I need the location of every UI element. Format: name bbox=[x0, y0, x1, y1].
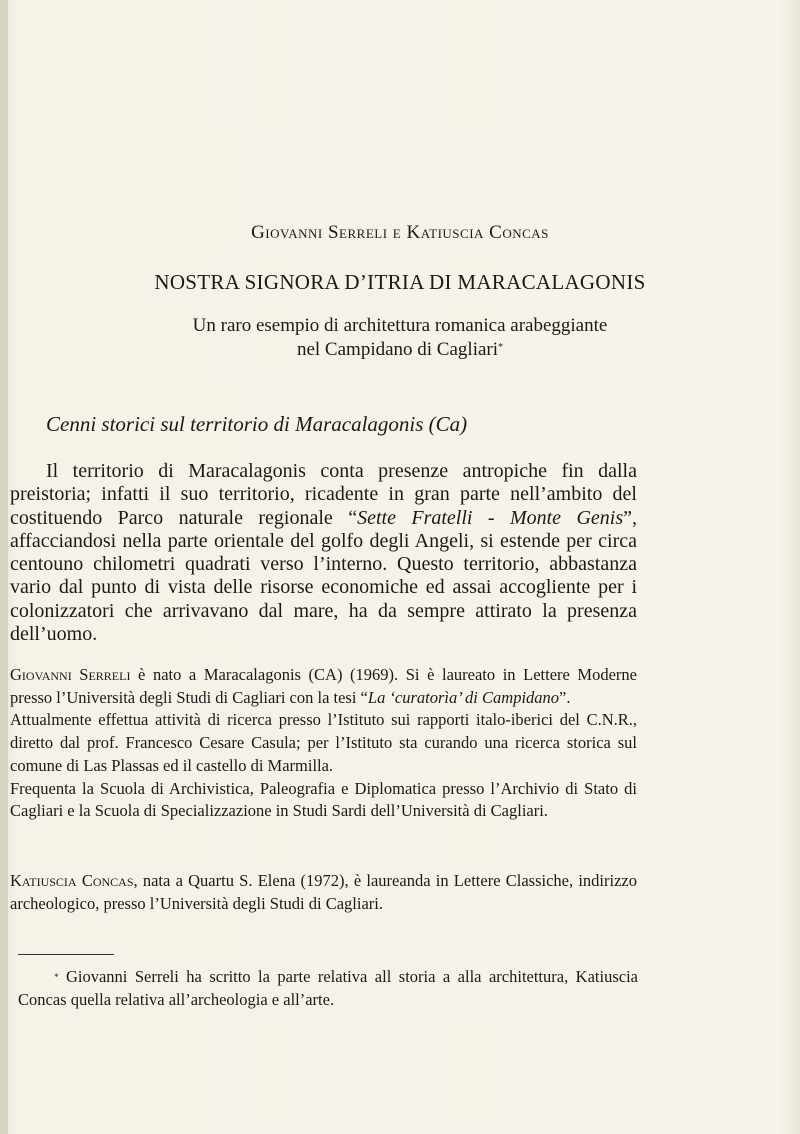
subtitle-line-1: Un raro esempio di architettura romanica arabeggiante bbox=[192, 315, 608, 336]
footnote-symbol: * bbox=[54, 972, 59, 982]
thesis-title: La ‘curatorìa’ di Campidano bbox=[367, 687, 560, 707]
bio-text-serreli-research: Attualmente effettua attività di ricerca presso l’Istituto sui rapporti italo-iberici del C.N.R., diretto dal prof. Francesco Cesare Casula; per l’Istituto sta curando una ricerca storica sul comune di Las Plassas ed il castello di Marmilla. bbox=[10, 710, 637, 775]
body-paragraph bbox=[10, 460, 637, 646]
author-names: Giovanni Serreli e Katiuscia Concas bbox=[251, 222, 549, 243]
bio-name-serreli: Giovanni Serreli bbox=[10, 665, 131, 684]
article-subtitle bbox=[0, 314, 800, 362]
footnote-divider bbox=[18, 954, 114, 955]
section-heading: Cenni storici sul territorio di Maracalagonis (Ca) bbox=[46, 412, 468, 436]
author-bio-concas bbox=[10, 870, 637, 915]
footnote-text: Giovanni Serreli ha scritto la parte relativa all storia a alla architettura, Katiuscia Concas quella relativa all’archeologia e all’arte. bbox=[18, 967, 638, 1009]
body-text-part-1: Il territorio di Maracalagonis conta presenze antropiche fin dalla preistoria; infatti il suo territorio, ricadente in gran parte nell’ambito del costituendo Parco naturale regionale “ bbox=[10, 460, 637, 529]
bio-text-concas: , nata a Quartu S. Elena (1972), è laureanda in Lettere Classiche, indirizzo archeologico, presso l’Università degli Studi di Cagliari. bbox=[10, 871, 637, 913]
subtitle-line-2 bbox=[0, 338, 800, 362]
author-bio-serreli bbox=[10, 664, 637, 823]
footnote bbox=[18, 966, 638, 1011]
body-text-part-2: ”, affacciandosi nella parte orientale del golfo degli Angeli, si estende per circa centouno chilometri quadrati verso l’interno. Questo territorio, abbastanza vario dal punto di vista delle risorse economiche ed assai accogliente per i colonizzatori che arrivavano dal mare, ha da sempre attirato la presenza dell’uomo. bbox=[10, 506, 637, 646]
footnote-mark: * bbox=[498, 342, 504, 353]
bio-text-serreli-school: Frequenta la Scuola di Archivistica, Paleografia e Diplomatica presso l’Archivio di Stato di Cagliari e la Scuola di Specializzazione in Studi Sardi dell’Università di Cagliari. bbox=[10, 778, 637, 821]
park-name: Sette Fratelli - Monte Genis bbox=[357, 506, 624, 529]
page-edge bbox=[0, 0, 8, 1134]
bio-name-concas: Katiuscia Concas bbox=[10, 871, 134, 890]
subtitle-line-2-text: nel Campidano di Cagliari bbox=[296, 339, 499, 360]
bio-text-serreli-1: è nato a Maracalagonis (CA) (1969). Si è laureato in Lettere Moderne presso l’Università degli Studi di Cagliari con la tesi “ bbox=[10, 665, 637, 707]
bio-text-serreli-2: ”. bbox=[559, 687, 571, 707]
article-title: NOSTRA SIGNORA D’ITRIA DI MARACALAGONIS bbox=[154, 270, 646, 294]
